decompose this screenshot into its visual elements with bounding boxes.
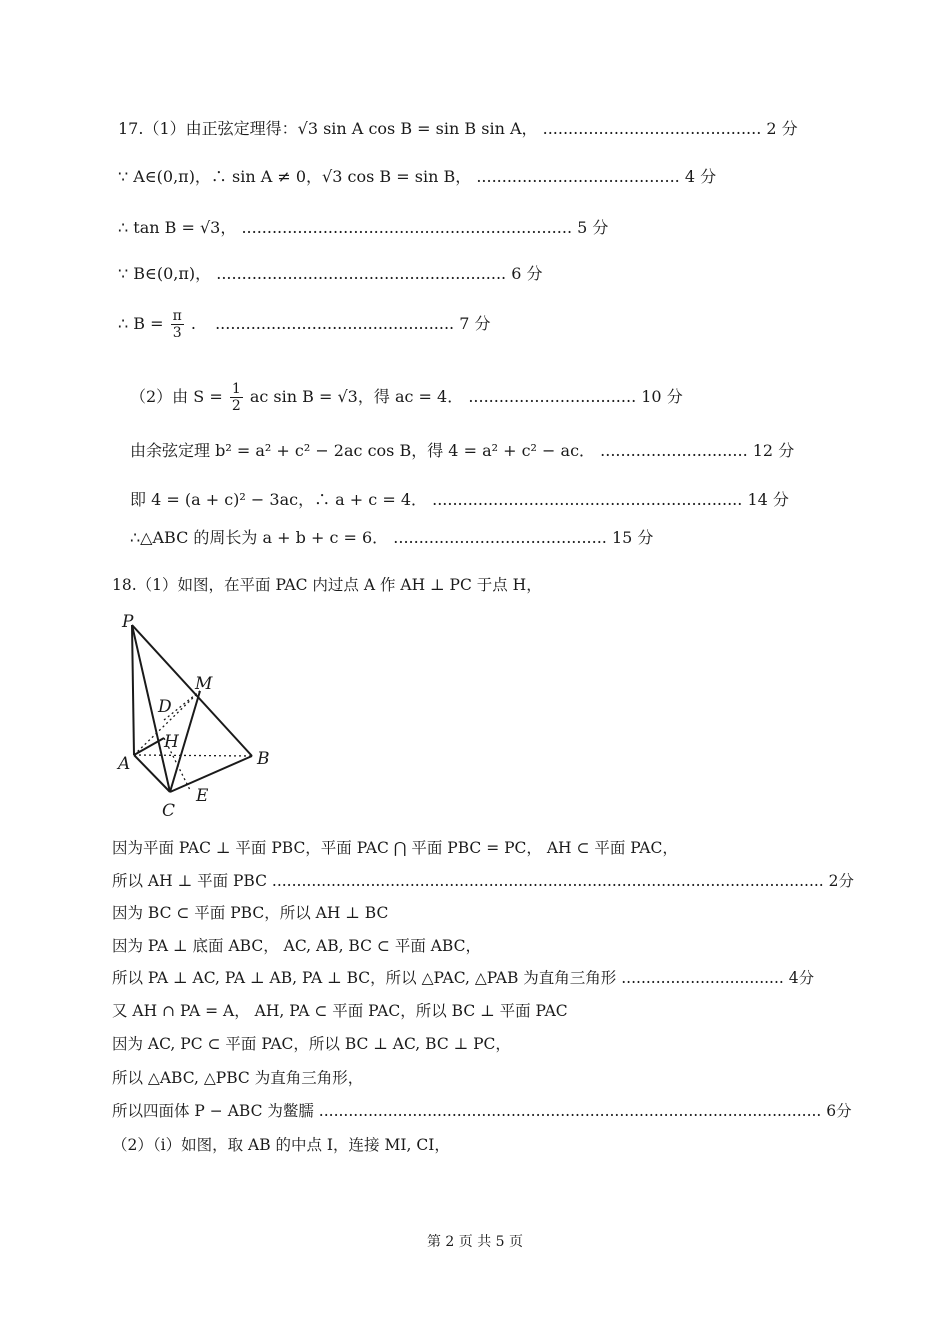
q17-line-2 [118,167,716,187]
q17-line-5-fraction [171,308,184,341]
q17-line-5-pre: ∴ B = [118,314,164,333]
q17-line-6-numerator: 1 [231,381,241,397]
figure-dashed-edges [134,691,252,790]
label-C: C [162,801,176,820]
q17-line-5-score: 7 分 [459,314,491,333]
edge-PB [132,625,252,756]
q18-intro: 18.（1）如图，在平面 PAC 内过点 A 作 AH ⊥ PC 于点 H， [112,576,542,594]
q17-line-8-dots: ............................................................. [432,490,743,509]
q18-step-5-dots: ................................. [621,969,784,987]
q17-line-4 [118,264,543,284]
q18-step-1: 因为平面 PAC ⊥ 平面 PBC，平面 PAC ⋂ 平面 PBC = PC， AH ⊂ 平面 PAC， [112,839,678,857]
q18-step-5 [112,968,814,988]
q17-line-7 [130,441,794,461]
q17-line-9-score: 15 分 [611,528,654,547]
q18-step-8: 所以 △ABC, △PBC 为直角三角形， [112,1069,364,1087]
q17-line-8-score: 14 分 [747,490,789,509]
label-M: M [195,674,213,694]
q18-step-5-score: 4分 [788,969,815,987]
q18-step-9-dots: ...................................................................................................... [318,1102,822,1120]
q17-line-1-dots: ........................................... [542,119,762,138]
q18-step-7: 因为 AC, PC ⊂ 平面 PAC，所以 BC ⊥ AC, BC ⊥ PC， [112,1035,511,1053]
q17-line-6-score: 10 分 [641,387,683,406]
label-H: H [164,732,179,752]
q18-step-5-text: 所以 PA ⊥ AC, PA ⊥ AB, PA ⊥ BC，所以 △PAC, △PAB 为直角三角形 [112,969,617,987]
page-footer: 第 2 页 共 5 页 [426,1234,524,1250]
tetrahedron-figure [112,610,282,820]
q17-line-7-score: 12 分 [752,441,795,460]
q18-step-2 [112,871,854,891]
q17-line-1-text: 17.（1）由正弦定理得：√3 sin A cos B = sin B sin A， [118,119,538,138]
q17-line-7-text: 由余弦定理 b² = a² + c² − 2ac cos B，得 4 = a² + c² − ac． [130,441,596,460]
q18-step-3: 因为 BC ⊂ 平面 PBC，所以 AH ⊥ BC [112,904,389,922]
q17-line-3-dots: ................................................................. [241,218,573,237]
q17-line-1-score: 2 分 [766,119,798,138]
q17-line-7-dots: ............................. [600,441,748,460]
q17-line-5-numerator: π [172,308,182,324]
q18-step-9-score: 6分 [826,1102,852,1120]
q17-line-5-dots: ............................................... [215,314,455,333]
figure-solid-edges [132,625,252,792]
q17-line-3-text: ∴ tan B = √3， [118,218,237,237]
q17-line-2-text: ∵ A∈(0,π)，∴ sin A ≠ 0，√3 cos B = sin B， [118,167,472,186]
q18-step-2-text: 所以 AH ⊥ 平面 PBC [112,872,267,890]
q17-line-4-dots: ......................................................... [216,264,507,283]
q17-line-6-pre: （2）由 S = [130,387,223,406]
q17-line-6 [130,380,683,414]
q17-line-6-dots: ................................. [468,387,637,406]
q17-line-5-post: . [190,314,196,333]
q17-line-3-score: 5 分 [577,218,609,237]
q18-step-6: 又 AH ∩ PA = A， AH, PA ⊂ 平面 PAC，所以 BC ⊥ 平面 PAC [112,1002,568,1020]
edge-AC [134,755,170,792]
q18-step-4: 因为 PA ⊥ 底面 ABC， AC, AB, BC ⊂ 平面 ABC， [112,937,481,955]
edge-AB-dashed [134,755,252,756]
q18-step-9 [112,1101,852,1121]
q17-line-2-score: 4 分 [684,167,717,186]
q18-step-2-score: 2分 [828,872,855,890]
q18-part-2-intro: （2）（ⅰ）如图，取 AB 的中点 I，连接 MI, CI， [112,1136,450,1154]
q17-line-4-text: ∵ B∈(0,π)， [118,264,212,283]
label-A: A [118,754,131,774]
q17-line-1 [118,119,798,139]
label-P: P [122,612,134,632]
edge-PA [132,625,134,755]
q17-line-8-text: 即 4 = (a + c)² − 3ac，∴ a + c = 4． [130,490,428,509]
q17-line-9 [130,528,653,548]
q17-line-6-post: ac sin B = √3，得 ac = 4． [249,387,464,406]
q17-line-8 [130,490,789,510]
label-E: E [196,786,209,806]
label-B: B [257,749,270,769]
q17-line-2-dots: ........................................ [476,167,680,186]
label-D: D [158,697,172,717]
q17-line-5-denominator: 3 [172,325,182,341]
q17-line-6-fraction [230,381,243,414]
q17-line-3 [118,218,608,238]
q18-step-9-text: 所以四面体 P − ABC 为鳖臑 [112,1102,314,1120]
q17-line-5 [118,307,491,341]
q17-line-9-dots: .......................................... [393,528,607,547]
q17-line-6-denominator: 2 [231,398,241,414]
q17-line-9-text: ∴△ABC 的周长为 a + b + c = 6． [130,528,389,547]
q18-step-2-dots: ................................................................................................................ [271,872,824,890]
q17-line-4-score: 6 分 [511,264,543,283]
